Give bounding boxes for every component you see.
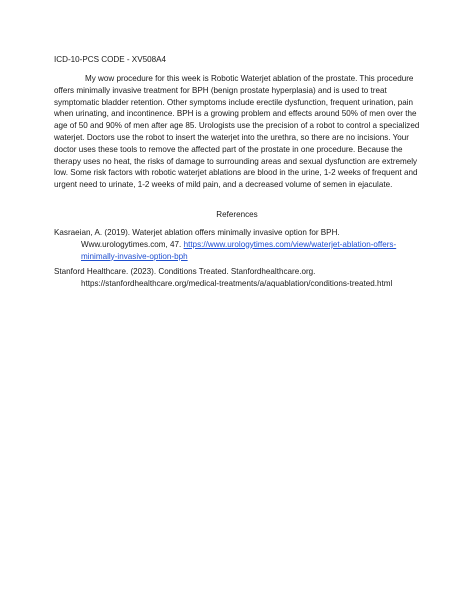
reference-entry-2: Stanford Healthcare. (2023). Conditions Treated. Stanfordhealthcare.org. https://stanfordhealthcare.org/medical-treatments/a/aquablation/conditions-treated.html: [54, 267, 393, 288]
reference-1-link[interactable]: https://www.urologytimes.com/view/waterjet-ablation-offers-minimally-invasive-option-bph: [81, 239, 397, 261]
body-paragraph: My wow procedure for this week is Robotic Waterjet ablation of the prostate. This procedure offers minimally invasive treatment for BPH (benign prostate hyperplasia) and is used to treat symptomatic bladder retention. Other symptoms include erectile dysfunction, frequent urination, pain when urinating, and incontinence. BPH is a growing problem and effects around 50% of men over the age of 50 and 90% of men after age 85. Urologists use the precision of a robot to control a specialized waterjet. Doctors use the robot to insert the waterjet into the urethra, so there are no incisions. Your doctor uses these tools to remove the affected part of the prostate in one procedure. Because the therapy uses no heat, the risks of damage to surrounding areas and sexual dysfunction are extremely low. Some risk factors with robotic waterjet ablations are blood in the urine, 1-2 weeks of frequent and urgent need to urinate, 1-2 weeks of mild pain, and a decreased volume of semen in ejaculate.: [54, 74, 420, 190]
reference-entry-1: [54, 227, 426, 262]
references-title: References: [216, 210, 258, 219]
document-heading: ICD-10-PCS CODE - XV508A4: [54, 55, 167, 64]
reference-1-text: Kasraeian, A. (2019). Waterjet ablation offers minimally invasive option for BPH. Www.urologytimes.com, 47.: [54, 228, 340, 249]
